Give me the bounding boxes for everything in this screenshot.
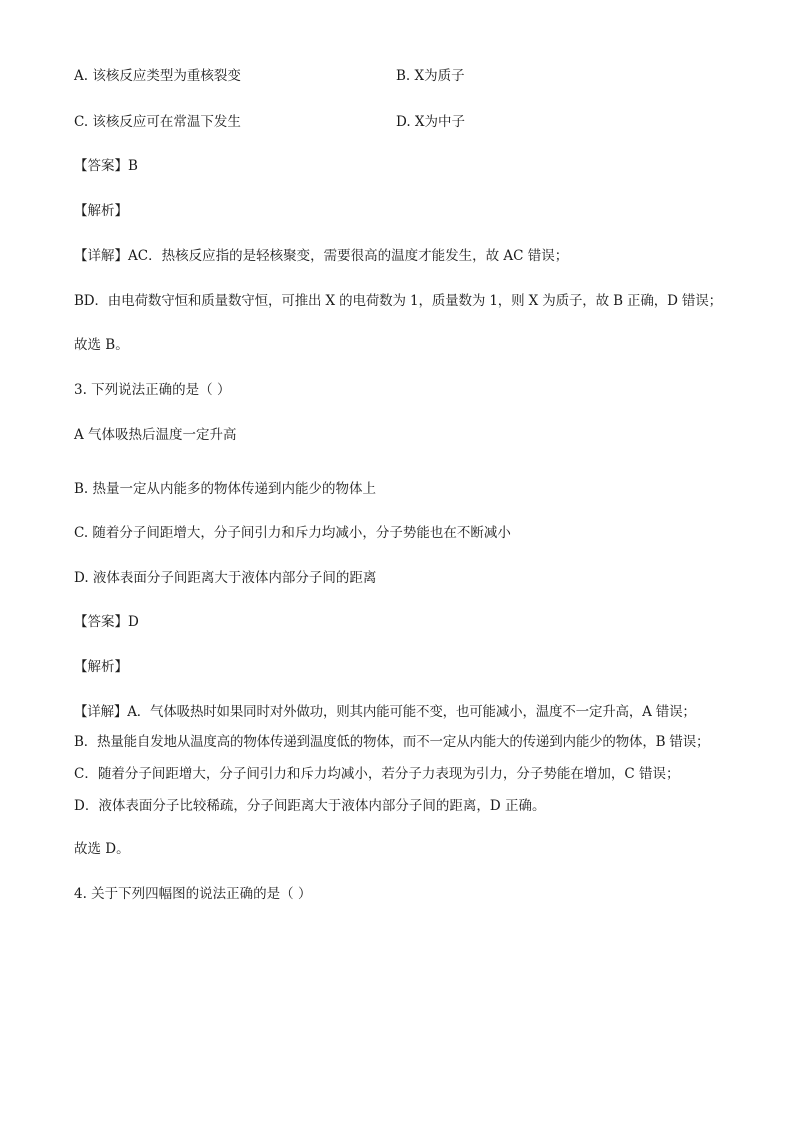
q2-detail-1: 【详解】AC．热核反应指的是轻核聚变，需要很高的温度才能发生，故 AC 错误； bbox=[74, 248, 569, 264]
q4-stem: 4. 关于下列四幅图的说法正确的是（ ） bbox=[74, 886, 312, 902]
q2-option-b: B. X为质子 bbox=[396, 68, 465, 84]
q3-analysis-title: 【解析】 bbox=[74, 659, 128, 675]
q3-option-d: D. 液体表面分子间距离大于液体内部分子间的距离 bbox=[74, 570, 377, 586]
q2-analysis-title: 【解析】 bbox=[74, 203, 128, 219]
q3-detail-3: C．随着分子间距增大，分子间引力和斥力均减小，若分子力表现为引力，分子势能在增加，C 错误； bbox=[74, 766, 680, 782]
q3-stem: 3. 下列说法正确的是（ ） bbox=[74, 382, 231, 398]
q2-option-c: C. 该核反应可在常温下发生 bbox=[74, 114, 241, 130]
q3-detail-4: D．液体表面分子比较稀疏，分子间距离大于液体内部分子间的距离，D 正确。 bbox=[74, 798, 546, 814]
q3-conclusion: 故选 D。 bbox=[74, 841, 130, 857]
q2-detail-2: BD．由电荷数守恒和质量数守恒，可推出 X 的电荷数为 1，质量数为 1，则 X 为质子，故 B 正确，D 错误； bbox=[74, 293, 722, 309]
q2-conclusion: 故选 B。 bbox=[74, 337, 129, 353]
q3-option-b: B. 热量一定从内能多的物体传递到内能少的物体上 bbox=[74, 481, 377, 497]
q3-option-a: A 气体吸热后温度一定升高 bbox=[74, 427, 237, 443]
q3-option-c: C. 随着分子间距增大，分子间引力和斥力均减小，分子势能也在不断减小 bbox=[74, 525, 511, 541]
q3-detail-1: 【详解】A．气体吸热时如果同时对外做功，则其内能可能不变，也可能减小，温度不一定升高，A 错误； bbox=[74, 704, 696, 720]
q3-detail-2: B．热量能自发地从温度高的物体传递到温度低的物体，而不一定从内能大的传递到内能少的物体，B 错误； bbox=[74, 734, 710, 750]
q3-answer: 【答案】D bbox=[74, 614, 139, 630]
q2-option-a: A. 该核反应类型为重核裂变 bbox=[74, 68, 241, 84]
q2-answer: 【答案】B bbox=[74, 158, 138, 174]
q2-option-d: D. X为中子 bbox=[396, 114, 466, 130]
